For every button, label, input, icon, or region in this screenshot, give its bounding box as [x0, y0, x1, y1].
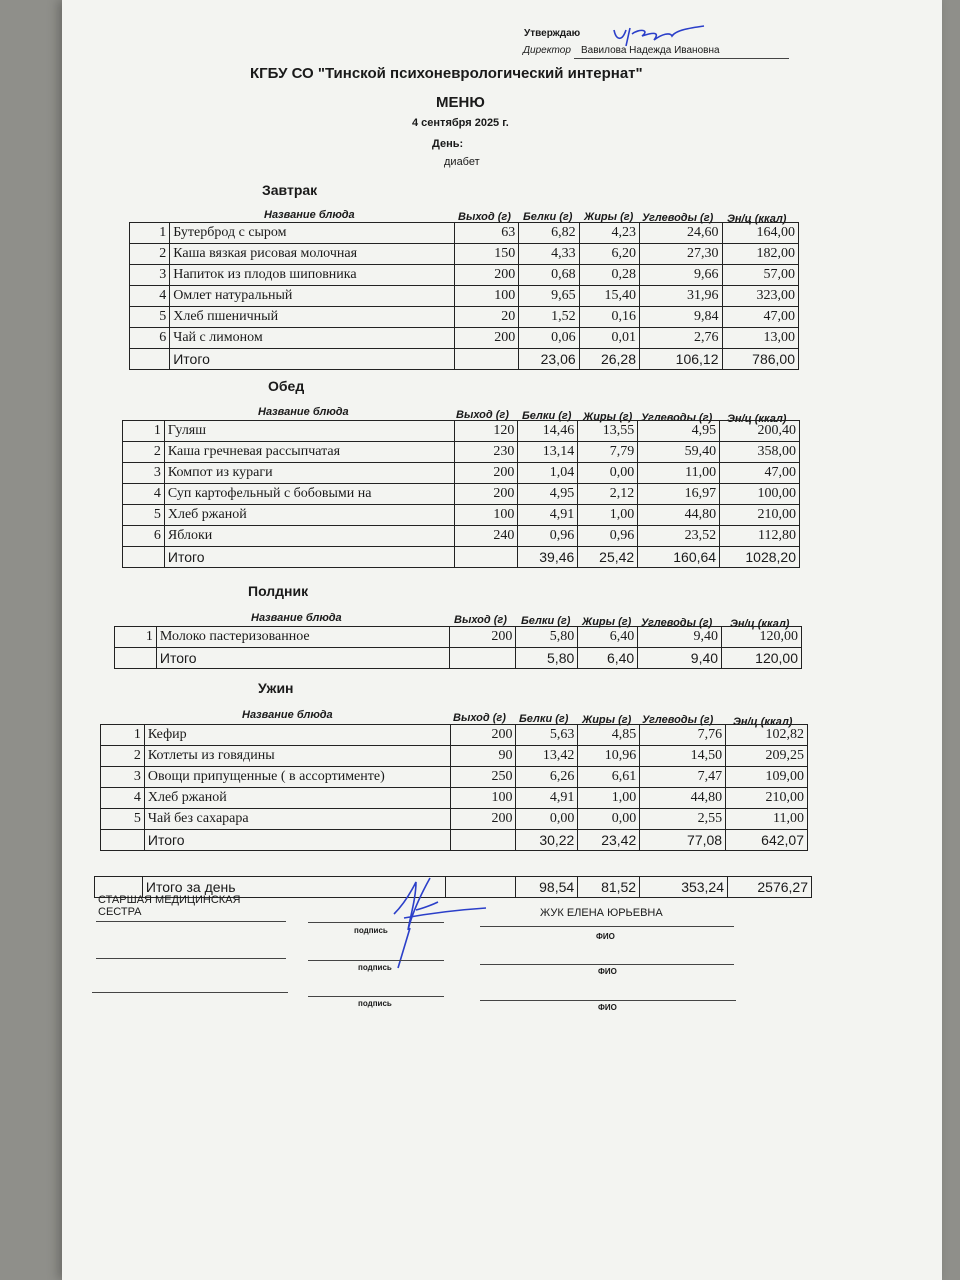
col-header-yield: Выход (г) — [454, 614, 507, 626]
table-cell: 16,97 — [638, 484, 720, 505]
table-cell: 9,40 — [638, 648, 722, 669]
table-cell: 30,22 — [516, 830, 578, 851]
table-cell: Итого — [164, 547, 454, 568]
table-cell: Чай без сахарара — [144, 809, 450, 830]
table-cell: Напиток из плодов шиповника — [170, 265, 455, 286]
table-cell: 200 — [450, 627, 516, 648]
table-cell: 2 — [130, 244, 170, 265]
col-header-energy: Эн/ц (ккал) — [727, 413, 787, 425]
table-cell: 6,20 — [579, 244, 639, 265]
table-cell: 4,91 — [516, 788, 578, 809]
table-cell: 13,55 — [578, 421, 638, 442]
table-cell: Бутерброд с сыром — [170, 223, 455, 244]
table-cell: 150 — [454, 244, 518, 265]
table-cell: 2576,27 — [728, 877, 812, 898]
section-title-dinner: Ужин — [258, 680, 294, 696]
table-cell: 11,00 — [726, 809, 808, 830]
table-cell: 112,80 — [720, 526, 800, 547]
table-cell: 0,01 — [579, 328, 639, 349]
breakfast-table — [129, 222, 799, 370]
table-cell: Хлеб ржаной — [164, 505, 454, 526]
table-cell: 15,40 — [579, 286, 639, 307]
director-name: Вавилова Надежда Ивановна — [581, 45, 720, 56]
table-cell: 5 — [123, 505, 165, 526]
table-cell: 6 — [130, 328, 170, 349]
total-row — [123, 547, 800, 568]
table-cell: 81,52 — [578, 877, 640, 898]
table-cell: 102,82 — [726, 725, 808, 746]
table-cell: Омлет натуральный — [170, 286, 455, 307]
table-row — [130, 328, 799, 349]
table-cell: 9,65 — [519, 286, 579, 307]
table-cell: 1 — [115, 627, 157, 648]
table-cell: 120 — [454, 421, 518, 442]
table-cell: 6,26 — [516, 767, 578, 788]
table-cell: 230 — [454, 442, 518, 463]
table-cell: 200 — [454, 328, 518, 349]
table-cell: 120,00 — [722, 648, 802, 669]
table-row — [101, 767, 808, 788]
table-cell: 106,12 — [640, 349, 722, 370]
table-cell: 44,80 — [640, 788, 726, 809]
table-cell: 642,07 — [726, 830, 808, 851]
director-label: Директор — [523, 45, 571, 56]
sign-label-3: подпись — [358, 999, 392, 1008]
signer-role-line2: СЕСТРА — [98, 906, 142, 918]
table-row — [130, 286, 799, 307]
table-cell: 1,00 — [578, 505, 638, 526]
table-cell: 200 — [450, 725, 516, 746]
table-cell: 4,91 — [518, 505, 578, 526]
table-row — [123, 463, 800, 484]
table-cell — [115, 648, 157, 669]
table-cell: Суп картофельный с бобовыми на — [164, 484, 454, 505]
table-cell: 6,40 — [578, 648, 638, 669]
table-cell: 24,60 — [640, 223, 722, 244]
col-header-protein: Белки (г) — [523, 211, 573, 223]
table-cell: Яблоки — [164, 526, 454, 547]
table-cell: 240 — [454, 526, 518, 547]
col-header-name: Название блюда — [251, 612, 342, 624]
table-cell: 5 — [130, 307, 170, 328]
approve-label: Утверждаю — [524, 28, 581, 39]
nurse-signature-icon — [386, 868, 496, 973]
organization-title: КГБУ СО "Тинской психоневрологический интернат" — [250, 65, 643, 82]
table-row — [130, 265, 799, 286]
col-header-fat: Жиры (г) — [582, 616, 632, 628]
table-cell: 6 — [123, 526, 165, 547]
table-cell: 200 — [454, 265, 518, 286]
table-cell: 39,46 — [518, 547, 578, 568]
table-row — [101, 809, 808, 830]
table-cell: 63 — [454, 223, 518, 244]
sign-label-2: подпись — [358, 963, 392, 972]
table-cell: 1,52 — [519, 307, 579, 328]
signature-line-3 — [308, 996, 444, 997]
col-header-energy: Эн/ц (ккал) — [730, 618, 790, 630]
table-cell: Молоко пастеризованное — [156, 627, 450, 648]
table-cell: 182,00 — [722, 244, 799, 265]
sign-label: подпись — [354, 926, 388, 935]
table-row — [123, 442, 800, 463]
table-cell: 23,42 — [578, 830, 640, 851]
table-cell: 100,00 — [720, 484, 800, 505]
table-cell: 0,16 — [579, 307, 639, 328]
table-cell: 160,64 — [638, 547, 720, 568]
table-cell: 9,84 — [640, 307, 722, 328]
name-line-2 — [480, 964, 734, 965]
diet-label: диабет — [444, 156, 480, 168]
table-cell: 11,00 — [638, 463, 720, 484]
table-row — [123, 505, 800, 526]
table-cell: 7,47 — [640, 767, 726, 788]
col-header-name: Название блюда — [264, 209, 355, 221]
table-cell: 14,50 — [640, 746, 726, 767]
table-cell: Чай с лимоном — [170, 328, 455, 349]
table-cell: 0,00 — [578, 809, 640, 830]
table-cell: 23,52 — [638, 526, 720, 547]
table-cell: Каша гречневая рассыпчатая — [164, 442, 454, 463]
table-cell: 2,12 — [578, 484, 638, 505]
role-line-3 — [92, 992, 288, 993]
table-cell: 13,00 — [722, 328, 799, 349]
table-cell: 7,76 — [640, 725, 726, 746]
table-cell: 1,04 — [518, 463, 578, 484]
table-cell — [454, 349, 518, 370]
table-cell: 3 — [101, 767, 145, 788]
table-cell: Овощи припущенные ( в ассортименте) — [144, 767, 450, 788]
table-cell: 4,23 — [579, 223, 639, 244]
col-header-protein: Белки (г) — [521, 615, 571, 627]
fio-label: ФИО — [596, 932, 615, 941]
table-cell: 3 — [123, 463, 165, 484]
dinner-table — [100, 724, 808, 851]
table-cell: 100 — [450, 788, 516, 809]
table-cell: 323,00 — [722, 286, 799, 307]
col-header-carbs: Углеводы (г) — [641, 617, 713, 629]
table-cell: 210,00 — [726, 788, 808, 809]
menu-date: 4 сентября 2025 г. — [412, 117, 509, 129]
table-cell: 6,82 — [519, 223, 579, 244]
col-header-energy: Эн/ц (ккал) — [733, 716, 793, 728]
table-cell: 0,96 — [518, 526, 578, 547]
table-cell: 786,00 — [722, 349, 799, 370]
table-cell: 47,00 — [722, 307, 799, 328]
table-cell: 1,00 — [578, 788, 640, 809]
table-cell: 209,25 — [726, 746, 808, 767]
table-cell: Хлеб ржаной — [144, 788, 450, 809]
table-row — [123, 526, 800, 547]
total-row — [130, 349, 799, 370]
col-header-yield: Выход (г) — [458, 211, 511, 223]
table-cell: 13,42 — [516, 746, 578, 767]
total-row — [115, 648, 802, 669]
table-row — [101, 725, 808, 746]
table-row — [101, 746, 808, 767]
table-cell: 200 — [450, 809, 516, 830]
table-cell: 0,00 — [516, 809, 578, 830]
col-header-fat: Жиры (г) — [582, 714, 632, 726]
signer-name: ЖУК ЕЛЕНА ЮРЬЕВНА — [540, 907, 663, 919]
role-line-2 — [96, 958, 286, 959]
table-cell: Каша вязкая рисовая молочная — [170, 244, 455, 265]
table-cell: 100 — [454, 286, 518, 307]
table-cell: 4 — [130, 286, 170, 307]
table-row — [130, 307, 799, 328]
table-cell: 20 — [454, 307, 518, 328]
table-cell: 77,08 — [640, 830, 726, 851]
table-cell: 4 — [101, 788, 145, 809]
table-cell: 1 — [130, 223, 170, 244]
table-cell: 5,63 — [516, 725, 578, 746]
table-cell: 9,40 — [638, 627, 722, 648]
table-cell: 2 — [101, 746, 145, 767]
table-cell: 0,28 — [579, 265, 639, 286]
col-header-protein: Белки (г) — [522, 410, 572, 422]
table-cell: 6,61 — [578, 767, 640, 788]
table-cell — [101, 830, 145, 851]
table-cell: Кефир — [144, 725, 450, 746]
table-row — [123, 484, 800, 505]
table-cell: 200 — [454, 463, 518, 484]
table-cell: 23,06 — [519, 349, 579, 370]
table-cell — [450, 648, 516, 669]
table-cell: 4,85 — [578, 725, 640, 746]
table-cell: 31,96 — [640, 286, 722, 307]
name-line-3 — [480, 1000, 736, 1001]
table-cell: 1 — [101, 725, 145, 746]
table-row — [101, 788, 808, 809]
table-cell: 7,79 — [578, 442, 638, 463]
table-cell: 57,00 — [722, 265, 799, 286]
role-line — [96, 921, 286, 922]
table-cell: Котлеты из говядины — [144, 746, 450, 767]
signature-line-2 — [308, 960, 444, 961]
table-cell: 9,66 — [640, 265, 722, 286]
table-cell: 98,54 — [516, 877, 578, 898]
col-header-yield: Выход (г) — [456, 409, 509, 421]
day-label: День: — [432, 138, 464, 150]
col-header-yield: Выход (г) — [453, 712, 506, 724]
table-cell: 2,76 — [640, 328, 722, 349]
table-cell: 120,00 — [722, 627, 802, 648]
table-cell: Гуляш — [164, 421, 454, 442]
table-cell — [454, 547, 518, 568]
table-cell: 44,80 — [638, 505, 720, 526]
table-cell: 5,80 — [516, 627, 578, 648]
table-cell: 6,40 — [578, 627, 638, 648]
section-title-breakfast: Завтрак — [262, 182, 318, 198]
total-row — [101, 830, 808, 851]
table-cell: 200 — [454, 484, 518, 505]
lunch-table — [122, 420, 800, 568]
table-cell: 13,14 — [518, 442, 578, 463]
table-cell: 4,95 — [638, 421, 720, 442]
col-header-carbs: Углеводы (г) — [642, 212, 714, 224]
director-line — [574, 58, 789, 59]
table-cell: 109,00 — [726, 767, 808, 788]
table-cell: 14,46 — [518, 421, 578, 442]
table-cell — [130, 349, 170, 370]
signer-role-line1: СТАРШАЯ МЕДИЦИНСКАЯ — [98, 894, 241, 906]
col-header-fat: Жиры (г) — [584, 211, 634, 223]
table-cell: 0,68 — [519, 265, 579, 286]
table-cell: Компот из кураги — [164, 463, 454, 484]
section-title-snack: Полдник — [248, 583, 309, 599]
table-cell: 47,00 — [720, 463, 800, 484]
table-cell: 100 — [454, 505, 518, 526]
table-row — [130, 244, 799, 265]
table-cell: Итого — [170, 349, 455, 370]
table-cell — [450, 830, 516, 851]
table-cell: 0,96 — [578, 526, 638, 547]
table-row — [115, 627, 802, 648]
table-cell: Хлеб пшеничный — [170, 307, 455, 328]
table-cell: 164,00 — [722, 223, 799, 244]
fio-label-2: ФИО — [598, 967, 617, 976]
table-cell: 59,40 — [638, 442, 720, 463]
table-cell: 353,24 — [640, 877, 728, 898]
table-cell: 0,00 — [578, 463, 638, 484]
col-header-carbs: Углеводы (г) — [642, 714, 714, 726]
table-cell: 0,06 — [519, 328, 579, 349]
table-cell: 5,80 — [516, 648, 578, 669]
table-cell: 4,33 — [519, 244, 579, 265]
table-cell — [123, 547, 165, 568]
table-cell: 1028,20 — [720, 547, 800, 568]
table-cell: 2 — [123, 442, 165, 463]
section-title-lunch: Обед — [268, 378, 305, 394]
table-cell: 27,30 — [640, 244, 722, 265]
table-cell: 25,42 — [578, 547, 638, 568]
table-cell: 2,55 — [640, 809, 726, 830]
col-header-carbs: Углеводы (г) — [641, 412, 713, 424]
table-cell: 4 — [123, 484, 165, 505]
col-header-protein: Белки (г) — [519, 713, 569, 725]
table-cell: 5 — [101, 809, 145, 830]
table-cell: 210,00 — [720, 505, 800, 526]
snack-table — [114, 626, 802, 669]
table-cell: 10,96 — [578, 746, 640, 767]
menu-document — [62, 0, 942, 1280]
table-cell: 26,28 — [579, 349, 639, 370]
col-header-energy: Эн/ц (ккал) — [727, 213, 787, 225]
col-header-name: Название блюда — [242, 709, 333, 721]
table-row — [130, 223, 799, 244]
table-cell: 4,95 — [518, 484, 578, 505]
table-cell: 250 — [450, 767, 516, 788]
col-header-name: Название блюда — [258, 406, 349, 418]
table-cell: Итого за день — [142, 877, 446, 898]
table-cell: 1 — [123, 421, 165, 442]
table-cell: 3 — [130, 265, 170, 286]
page-title: МЕНЮ — [436, 94, 485, 111]
table-cell: 90 — [450, 746, 516, 767]
table-cell: 358,00 — [720, 442, 800, 463]
name-line — [480, 926, 734, 927]
table-cell: Итого — [144, 830, 450, 851]
col-header-fat: Жиры (г) — [583, 411, 633, 423]
table-cell: Итого — [156, 648, 450, 669]
table-cell: 200,40 — [720, 421, 800, 442]
fio-label-3: ФИО — [598, 1003, 617, 1012]
table-row — [123, 421, 800, 442]
